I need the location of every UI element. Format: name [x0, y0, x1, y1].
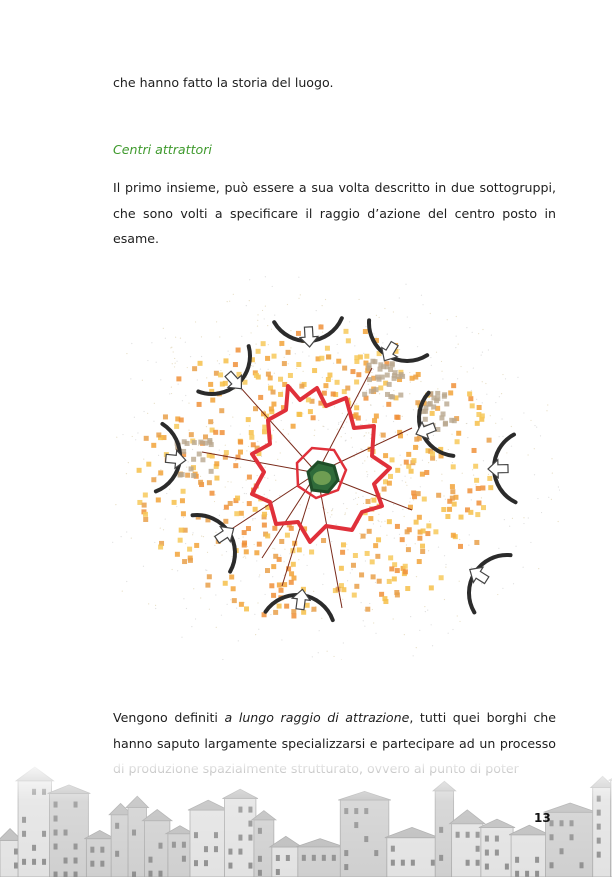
intro-line: che hanno fatto la storia del luogo.: [113, 75, 334, 90]
paragraph-3-end: , tutti quei borghi che hanno saputo largamente specializzarsi e partecipare ad un processo: [113, 710, 556, 751]
page-number: 13: [534, 811, 551, 825]
paragraph-centri: Il primo insieme, può essere a sua volta descritto in due sottogruppi, che sono volti a specificare il raggio d’azione del centro posto in esame.: [113, 180, 556, 246]
paragraph-3-emphasis: a lungo raggio di attrazione: [224, 710, 410, 725]
village-sketch-icon: [0, 760, 612, 877]
section-heading: Centri attrattori: [113, 142, 212, 157]
attraction-diagram-icon: [112, 258, 560, 660]
paragraph-3-start: Vengono definiti: [113, 710, 225, 725]
